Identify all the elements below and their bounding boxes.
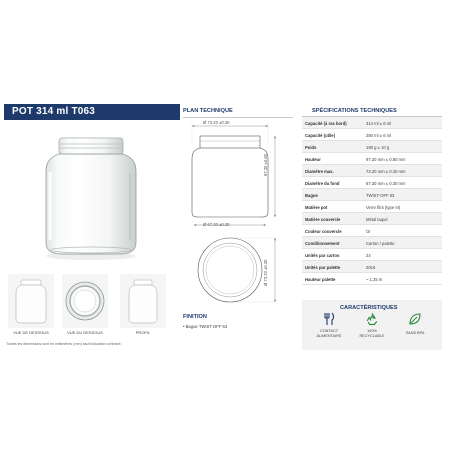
jar-photo: [36, 132, 146, 262]
spec-key: Unités par palette: [305, 264, 341, 270]
spec-value: 97.20 mm ± 0.80 mm: [366, 156, 406, 162]
char-label: SANS BPA: [405, 331, 425, 335]
spec-key: Poids: [305, 144, 317, 150]
spec-key: Unités par carton: [305, 252, 340, 258]
jar-profile-image: [120, 274, 166, 328]
spec-row: [302, 153, 442, 165]
char-food-contact: [306, 312, 352, 338]
dim-top-label: Ø 73.20 ±0.30: [203, 120, 230, 125]
spec-row: [302, 225, 442, 237]
finition-list: [183, 324, 227, 329]
char-label: RECYCLABLE: [359, 333, 385, 338]
spec-value: 73.20 mm ± 0.30 mm: [366, 168, 406, 174]
thumbnail-label: PROFIL: [135, 330, 151, 335]
spec-value: Verre flint (type III): [366, 204, 401, 210]
spec-key: Hauteur palette: [305, 276, 336, 282]
product-title-bar: [4, 104, 180, 120]
spec-row: [302, 165, 442, 177]
dim-base-label: Ø 73.20 ±0.30: [263, 259, 268, 286]
spec-value: Or: [366, 228, 371, 234]
spec-value: 24: [366, 252, 371, 258]
finition-item: Bague TWIST-OFF 63: [185, 324, 228, 329]
thumbnail-profile[interactable]: [120, 274, 166, 340]
spec-key: Bague: [305, 192, 318, 198]
spec-key: Couleur couvercle: [305, 228, 342, 234]
spec-value: TWIST-OFF 63: [366, 192, 395, 198]
spec-row: [302, 273, 442, 285]
char-bpa-free: [392, 312, 438, 335]
spec-row: [302, 141, 442, 153]
spec-row: [302, 117, 442, 129]
spec-row: [302, 129, 442, 141]
spec-key: Matière couvercle: [305, 216, 341, 222]
dim-height-label: 97.20 ±0.80: [263, 153, 268, 176]
dim-bottom-label: Ø 67.30 ±0.30: [203, 222, 230, 227]
spec-value: Métal laqué: [366, 216, 388, 222]
spec-value: 2016: [366, 264, 376, 270]
spec-row: [302, 189, 442, 201]
spec-value: 280 ml ± 6 ml: [366, 132, 392, 138]
spec-row: [302, 177, 442, 189]
spec-key: Capacité (à ras bord): [305, 120, 347, 126]
plan-title: PLAN TECHNIQUE: [183, 108, 233, 114]
char-label: 100%: [367, 329, 377, 333]
characteristics-title: CARACTÉRISTIQUES: [340, 305, 398, 311]
thumbnail-top-view[interactable]: [62, 274, 108, 340]
spec-row: [302, 249, 442, 261]
food-contact-icon: [322, 312, 336, 326]
jar-front-image: [8, 274, 54, 328]
spec-key: Hauteur: [305, 156, 321, 162]
spec-value: ~ 1,25 m: [366, 276, 383, 282]
bullet: •: [183, 324, 186, 329]
characteristics-panel: [302, 300, 442, 350]
char-label: ALIMENTAIRE: [316, 333, 342, 338]
char-label: CONTACT: [319, 329, 339, 333]
spec-key: Diamètre max.: [305, 168, 334, 174]
spec-key: Matière pot: [305, 204, 328, 210]
char-recyclable: [349, 312, 395, 338]
specs-title: SPÉCIFICATIONS TECHNIQUES: [312, 108, 397, 114]
spec-value: 190 g ± 10 g: [366, 144, 390, 150]
thumbnail-under-view[interactable]: [8, 274, 54, 340]
leaf-icon: [408, 312, 422, 326]
spec-value: 67.30 mm ± 0.30 mm: [366, 180, 406, 186]
spec-key: Diamètre du fond: [305, 180, 340, 186]
spec-row: [302, 261, 442, 273]
spec-row: [302, 213, 442, 225]
spec-row: [302, 237, 442, 249]
finition-title: FINITION: [183, 314, 207, 320]
thumbnail-label: VUE DE DESSOUS: [13, 330, 49, 335]
spec-key: Conditionnement: [305, 240, 340, 246]
thumbnail-label: VUE DU DESSOUS: [67, 330, 103, 335]
recycle-icon: [365, 312, 379, 326]
dimensions-footnote: Toutes les dimensions sont en millimètres (mm) sauf indication contraire.: [6, 342, 122, 346]
spec-row: [302, 201, 442, 213]
spec-value: Carton / palette: [366, 240, 395, 246]
spec-key: Capacité (utile): [305, 132, 336, 138]
spec-value: 314 ml ± 6 ml: [366, 120, 392, 126]
product-title: POT 314 ml T063: [12, 106, 96, 117]
technical-drawing: [180, 118, 290, 308]
jar-top-image: [62, 274, 108, 328]
